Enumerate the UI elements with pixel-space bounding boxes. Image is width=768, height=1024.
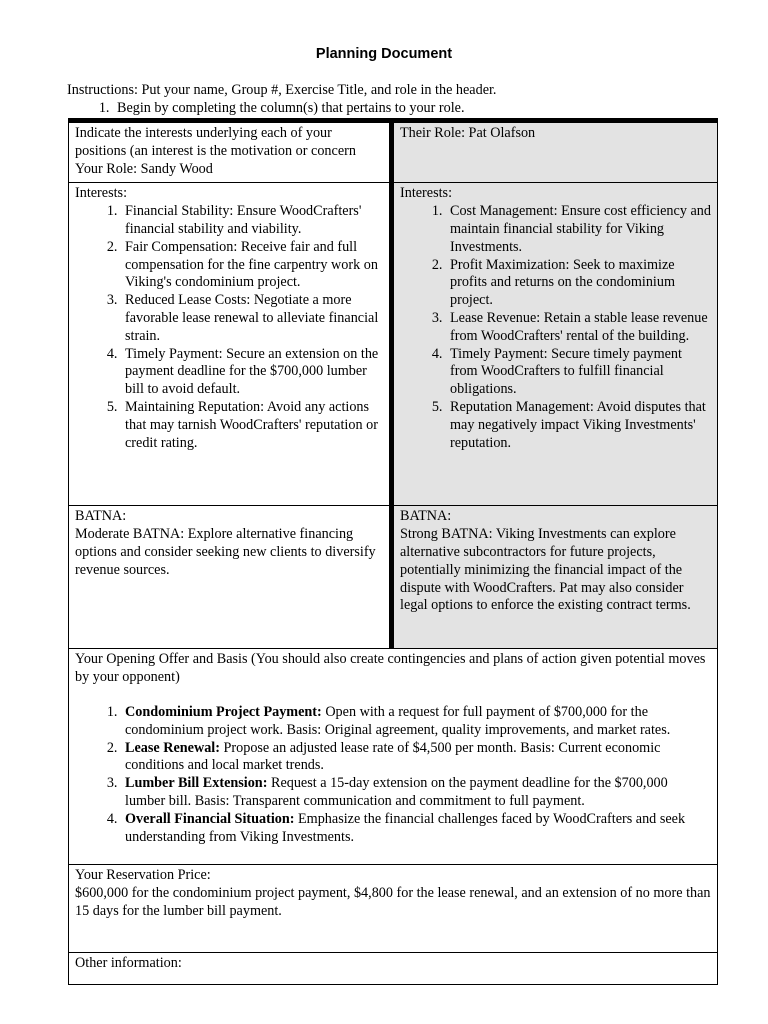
offer-item-title: Overall Financial Situation: [125, 810, 295, 827]
list-item: 2. Profit Maximization: Seek to maximize profits and returns on the condominium project. [446, 257, 713, 310]
offer-item [121, 775, 711, 811]
instructions-steps [67, 100, 747, 118]
their-interests-list [400, 203, 713, 452]
their-interests-label: Interests: [400, 185, 453, 202]
offer-item-title: Condominium Project Payment: [125, 703, 322, 720]
list-item: 3. Lease Revenue: Retain a stable lease revenue from WoodCrafters' rental of the building. [446, 310, 713, 346]
offer-item-text: Propose an adjusted lease rate of $4,500 per month. Basis: Current economic conditions and local market trends. [125, 739, 661, 774]
their-batna-cell [394, 506, 717, 648]
batna-row [69, 506, 717, 649]
your-batna-text: Moderate BATNA: Explore alternative financing options and consider seeking new clients to diversify revenue sources. [75, 526, 376, 578]
reservation-price-cell [69, 865, 717, 953]
list-item: 5. Reputation Management: Avoid disputes that may negatively impact Viking Investments' reputation. [446, 399, 713, 452]
opening-offer-list [75, 704, 711, 846]
list-item: 2. Fair Compensation: Receive fair and full compensation for the fine carpentry work on Viking's condominium project. [121, 239, 385, 292]
offer-item-text: Request a 15-day extension on the payment deadline for the $700,000 lumber bill. Basis: Transparent communication and commitment to full payment. [125, 775, 668, 809]
instructions-text: Instructions: Put your name, Group #, Exercise Title, and role in the header. [67, 82, 497, 98]
your-role-cell [69, 123, 394, 182]
your-role: Your Role: Sandy Wood [75, 160, 213, 177]
offer-item [121, 704, 711, 740]
reservation-label: Your Reservation Price: [75, 867, 211, 884]
opening-offer-cell [69, 649, 717, 865]
their-interests-cell [394, 183, 717, 505]
your-interests-list [75, 203, 385, 452]
list-item: 4. Timely Payment: Secure timely payment from WoodCrafters to fulfill financial obligations. [446, 346, 713, 399]
list-item: 1. Cost Management: Ensure cost efficiency and maintain financial stability for Viking Investments. [446, 203, 713, 256]
roles-row [69, 123, 717, 183]
offer-item-title: Lease Renewal: [125, 739, 220, 756]
other-information-cell [69, 953, 717, 984]
page-title: Planning Document [315, 46, 453, 62]
other-information-label: Other information: [75, 955, 182, 972]
their-role-cell [394, 123, 717, 182]
offer-item-text: Emphasize the financial challenges faced by WoodCrafters and seek understanding from Viking Investments. [125, 810, 686, 845]
instruction-step: 1. Begin by completing the column(s) that pertains to your role. [113, 100, 747, 118]
your-batna-cell [69, 506, 394, 648]
offer-item-title: Lumber Bill Extension: [125, 775, 268, 792]
interests-row [69, 183, 717, 506]
offer-item [121, 740, 711, 776]
list-item: 1. Financial Stability: Ensure WoodCrafters' financial stability and viability. [121, 203, 385, 239]
your-interests-label: Interests: [75, 185, 128, 202]
offer-item-text: Open with a request for full payment of $700,000 for the condominium project work. Basis: Original agreement, quality improvements, and market rates. [125, 703, 671, 738]
reservation-text: $600,000 for the condominium project payment, $4,800 for the lease renewal, and an extension of no more than 15 days for the lumber bill payment. [75, 885, 711, 919]
your-interests-cell [69, 183, 394, 505]
offer-item [121, 811, 711, 847]
opening-offer-label: Your Opening Offer and Basis (You should also create contingencies and plans of action given potential moves by your opponent) [75, 651, 706, 686]
their-role: Their Role: Pat Olafson [400, 125, 536, 141]
list-item: 4. Timely Payment: Secure an extension on the payment deadline for the $700,000 lumber bill to avoid default. [121, 346, 385, 399]
their-batna-label: BATNA: [400, 508, 452, 525]
your-batna-label: BATNA: [75, 508, 127, 525]
planning-table [68, 118, 718, 985]
list-item: 3. Reduced Lease Costs: Negotiate a more favorable lease renewal to alleviate financial strain. [121, 292, 385, 345]
list-item: 5. Maintaining Reputation: Avoid any actions that may tarnish WoodCrafters' reputation or credit rating. [121, 399, 385, 452]
interests-instruction: Indicate the interests underlying each of your positions (an interest is the motivation or concern [75, 125, 356, 159]
their-batna-text: Strong BATNA: Viking Investments can explore alternative subcontractors for future projects, potentially minimizing the financial impact of the dispute with WoodCrafters. Pat may also consider legal options to enforce the existing contract terms. [400, 526, 691, 614]
instructions [67, 82, 747, 118]
